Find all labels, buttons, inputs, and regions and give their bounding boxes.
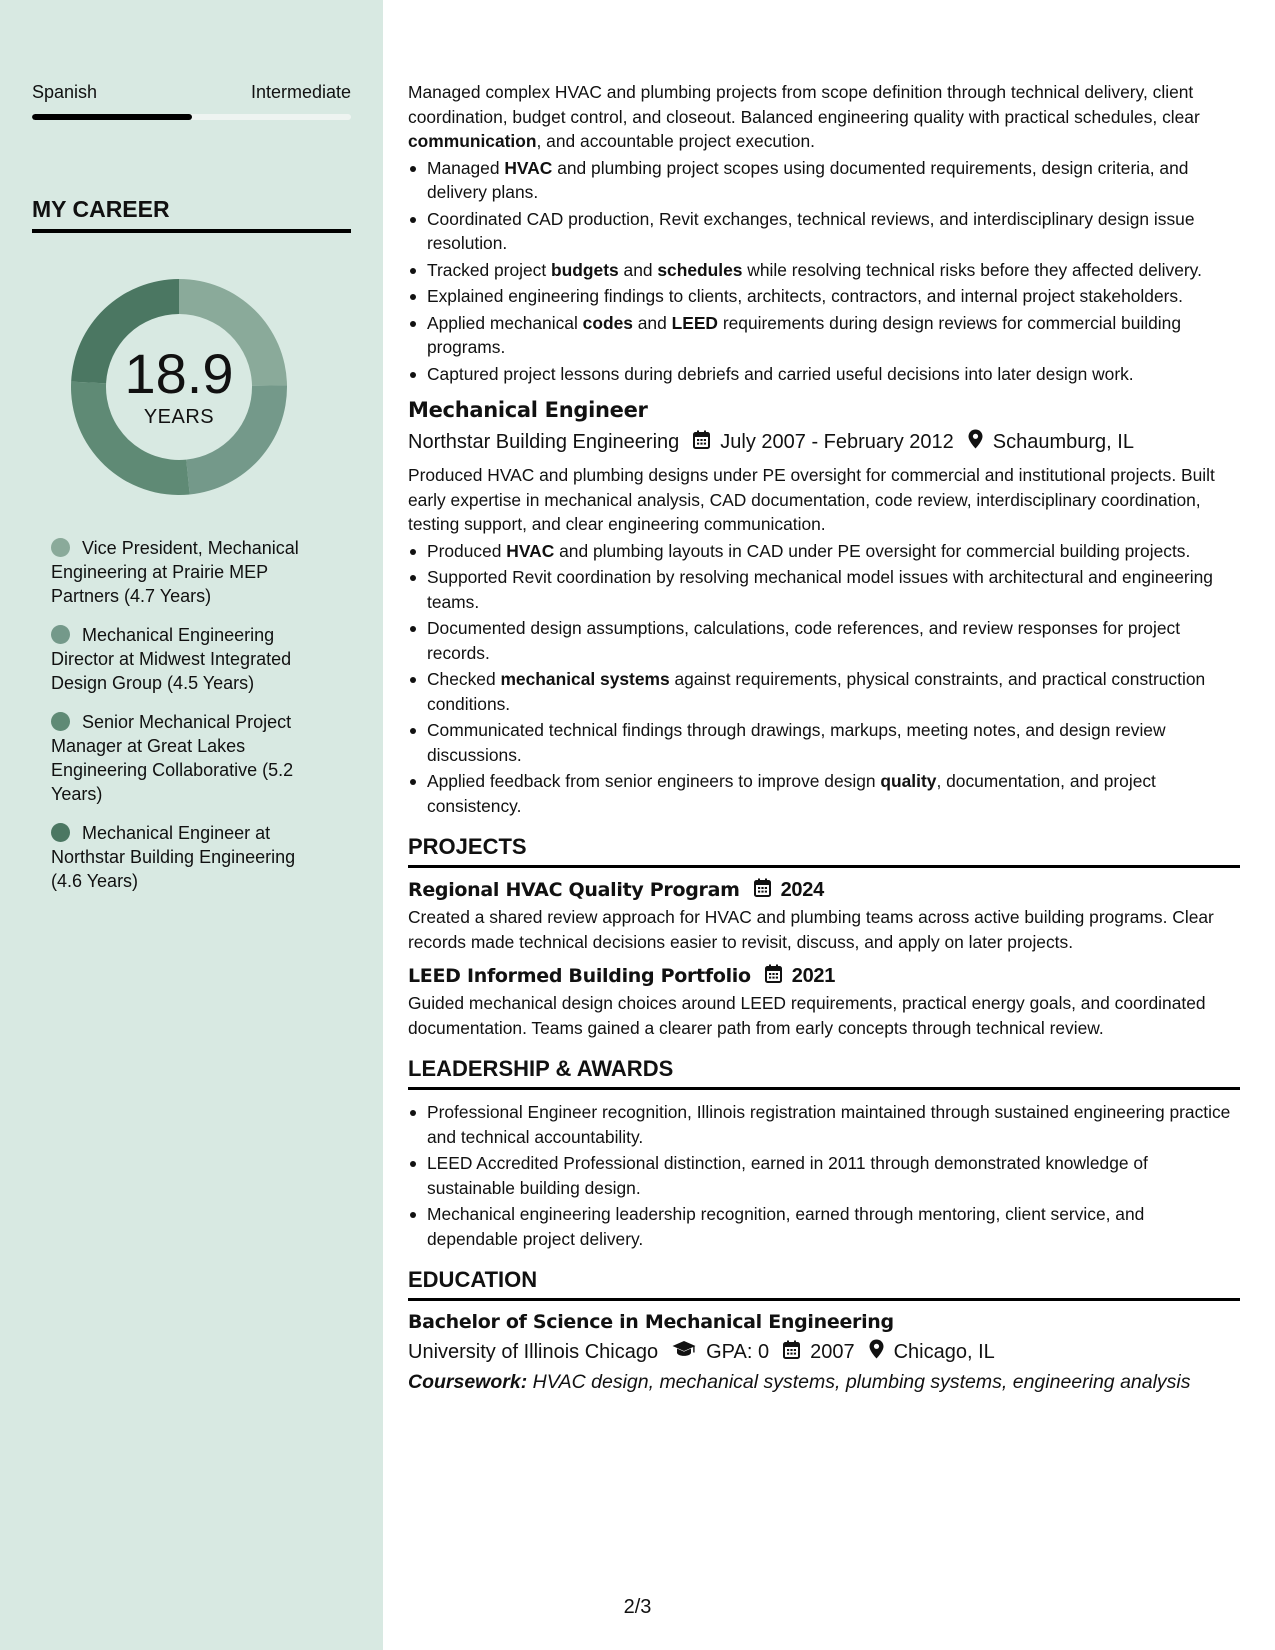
- school-location: Chicago, IL: [893, 1340, 995, 1363]
- job2-dates: July 2007 - February 2012: [720, 430, 954, 453]
- education-heading: EDUCATION: [408, 1267, 1240, 1301]
- gpa: GPA: 0: [706, 1340, 770, 1363]
- award-item: Professional Engineer recognition, Illinois registration maintained through sustained engineering practice and technical accountability.: [408, 1100, 1240, 1149]
- project-year: 2021: [791, 964, 836, 987]
- project-item: [408, 878, 1240, 954]
- bullet-item: Captured project lessons during debriefs and carried useful decisions into later design work.: [408, 362, 1240, 387]
- coursework-label: Coursework:: [408, 1371, 528, 1393]
- bullet-item: Produced HVAC and plumbing layouts in CAD under PE oversight for commercial building projects.: [408, 539, 1240, 564]
- bullet-item: Tracked project budgets and schedules while resolving technical risks before they affected delivery.: [408, 258, 1240, 283]
- sidebar: [0, 0, 383, 1650]
- job2-company: Northstar Building Engineering: [408, 430, 680, 453]
- page-number: 2/3: [623, 1596, 652, 1618]
- career-item: Vice President, Mechanical Engineering at Prairie MEP Partners (4.7 Years): [51, 538, 299, 606]
- bullet-item: Coordinated CAD production, Revit exchanges, technical reviews, and interdisciplinary design issue resolution.: [408, 207, 1240, 256]
- career-list: [51, 536, 321, 908]
- bullet-item: Explained engineering findings to clients, architects, contractors, and internal project stakeholders.: [408, 284, 1240, 309]
- career-item: Senior Mechanical Project Manager at Great Lakes Engineering Collaborative (5.2 Years): [51, 712, 294, 804]
- job2-summary: Produced HVAC and plumbing designs under PE oversight for commercial and institutional projects. Built early expertise in mechanical analysis, CAD documentation, code review, interdisciplinary coordination, testing support, and clear engineering communication.: [408, 465, 1215, 534]
- total-years-number: 18.9: [124, 341, 234, 405]
- project-description: Created a shared review approach for HVAC and plumbing teams across active building programs. Clear records made technical decisions easier to revisit, discuss, and apply on later projects.: [408, 907, 1214, 952]
- award-item: Mechanical engineering leadership recognition, earned through mentoring, client service, and dependable project delivery.: [408, 1202, 1240, 1251]
- project-item: [408, 964, 1240, 1040]
- total-years-unit: YEARS: [143, 405, 215, 428]
- graduation-cap-icon: [672, 1340, 696, 1364]
- career-dot-icon: [51, 712, 70, 731]
- awards-heading: LEADERSHIP & AWARDS: [408, 1056, 1240, 1090]
- map-pin-icon: [968, 429, 983, 455]
- map-pin-icon: [869, 1339, 884, 1365]
- coursework-text: HVAC design, mechanical systems, plumbing systems, engineering analysis: [532, 1371, 1191, 1393]
- career-heading: MY CAREER: [32, 196, 351, 233]
- job1-summary: Managed complex HVAC and plumbing projects from scope definition through technical delivery, client coordination, budget control, and closeout. Balanced engineering quality with practical schedules, clear communication, and accountable project execution.: [408, 82, 1200, 151]
- career-item: Mechanical Engineer at Northstar Building Engineering (4.6 Years): [51, 823, 296, 891]
- award-item: LEED Accredited Professional distinction, earned in 2011 through demonstrated knowledge of sustainable building design.: [408, 1151, 1240, 1200]
- calendar-icon: [754, 878, 771, 902]
- education-meta: [408, 1339, 1240, 1365]
- job1-bullets: [408, 156, 1240, 387]
- language-level: Intermediate: [250, 82, 351, 102]
- job2-bullets: [408, 539, 1240, 819]
- career-dot-icon: [51, 538, 70, 557]
- career-item: Mechanical Engineering Director at Midwest Integrated Design Group (4.5 Years): [51, 625, 292, 693]
- degree-title: Bachelor of Science in Mechanical Engineering: [408, 1311, 894, 1333]
- bullet-item: Supported Revit coordination by resolving mechanical model issues with architectural and engineering teams.: [408, 565, 1240, 614]
- calendar-icon: [765, 964, 782, 988]
- awards-list: [408, 1100, 1240, 1251]
- projects-heading: PROJECTS: [408, 834, 1240, 868]
- project-year: 2024: [780, 878, 824, 901]
- donut-center: [66, 274, 292, 500]
- job2-location: Schaumburg, IL: [992, 430, 1134, 453]
- language-proficiency-fill: [32, 114, 192, 120]
- language-row: [32, 82, 351, 103]
- career-dot-icon: [51, 823, 70, 842]
- project-description: Guided mechanical design choices around LEED requirements, practical energy goals, and coordinated documentation. Teams gained a clearer path from early concepts through technical review.: [408, 993, 1206, 1038]
- career-dot-icon: [51, 625, 70, 644]
- bullet-item: Applied feedback from senior engineers to improve design quality, documentation, and project consistency.: [408, 769, 1240, 818]
- school-name: University of Illinois Chicago: [408, 1340, 659, 1363]
- main-content: [408, 80, 1240, 1394]
- bullet-item: Communicated technical findings through drawings, markups, meeting notes, and design review discussions.: [408, 718, 1240, 767]
- language-proficiency-bar: [32, 114, 351, 120]
- language-name: Spanish: [32, 82, 98, 102]
- project-title: LEED Informed Building Portfolio: [408, 965, 751, 987]
- bullet-item: Applied mechanical codes and LEED requirements during design reviews for commercial building programs.: [408, 311, 1240, 360]
- job2-title: Mechanical Engineer: [408, 398, 648, 422]
- calendar-icon: [693, 430, 710, 455]
- job2-meta: [408, 429, 1240, 455]
- coursework: [408, 1371, 1240, 1394]
- bullet-item: Managed HVAC and plumbing project scopes using documented requirements, design criteria, and delivery plans.: [408, 156, 1240, 205]
- calendar-icon: [783, 1340, 800, 1365]
- graduation-year: 2007: [810, 1340, 855, 1363]
- project-title: Regional HVAC Quality Program: [408, 879, 740, 901]
- bullet-item: Documented design assumptions, calculations, code references, and review responses for project records.: [408, 616, 1240, 665]
- career-donut: [66, 274, 292, 500]
- bullet-item: Checked mechanical systems against requirements, physical constraints, and practical construction conditions.: [408, 667, 1240, 716]
